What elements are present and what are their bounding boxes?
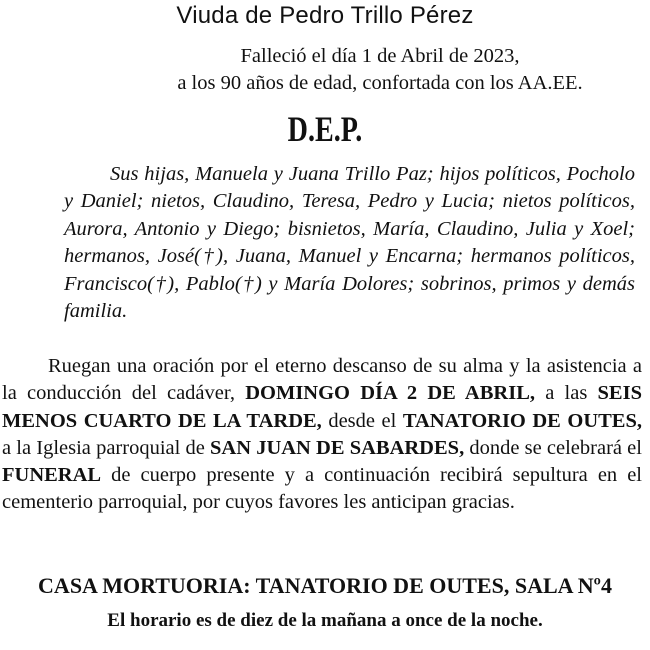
visiting-hours: El horario es de diez de la mañana a once de la noche. (107, 610, 543, 631)
dep-heading: D.E.P. (287, 109, 363, 149)
church-name: SAN JUAN DE SABARDES, (210, 436, 465, 459)
request-text-6: de cuerpo presente y a continuación recibirá sepultura en el cementerio parroquial, por cuyos favores les anticipan gracias. (2, 464, 642, 514)
request-text-3: desde el (321, 409, 403, 432)
funeral-date: DOMINGO DÍA 2 DE ABRIL, (245, 382, 535, 405)
death-info (150, 43, 610, 97)
funeral-request-paragraph (2, 353, 642, 517)
funeral-word: FUNERAL (2, 464, 102, 487)
request-text-1: Ruegan una oración por el eterno descanso de su alma y la asistencia a la conducción del cadáver, (2, 355, 642, 405)
funeral-time: SEIS MENOS CUARTO DE LA TARDE, (2, 382, 642, 432)
death-date-line: Falleció el día 1 de Abril de 2023, (240, 45, 520, 67)
family-members-paragraph: Sus hijas, Manuela y Juana Trillo Paz; hijos políticos, Pocholo y Daniel; nietos, Claudino, Teresa, Pedro y Lucia; nietos políticos, Aurora, Antonio y Diego; bisnietos, María, Claudino, Julia y Xoel; hermanos, José(†), Juana, Manuel y Encarna; hermanos políticos, Francisco(†), Pablo(†) y María Dolores; sobrinos, primos y demás familia. (64, 163, 635, 323)
departure-place: TANATORIO DE OUTES, (402, 409, 642, 432)
request-text-5: donde se celebrará el (464, 436, 642, 459)
widow-of-line: Viuda de Pedro Trillo Pérez (176, 2, 474, 29)
mortuary-location: CASA MORTUORIA: TANATORIO DE OUTES, SALA Nº4 (38, 573, 612, 598)
request-text-4: a la Iglesia parroquial de (2, 436, 211, 459)
request-text-2: a las (535, 382, 598, 405)
death-age-line: a los 90 años de edad, confortada con los AA.EE. (177, 72, 583, 94)
